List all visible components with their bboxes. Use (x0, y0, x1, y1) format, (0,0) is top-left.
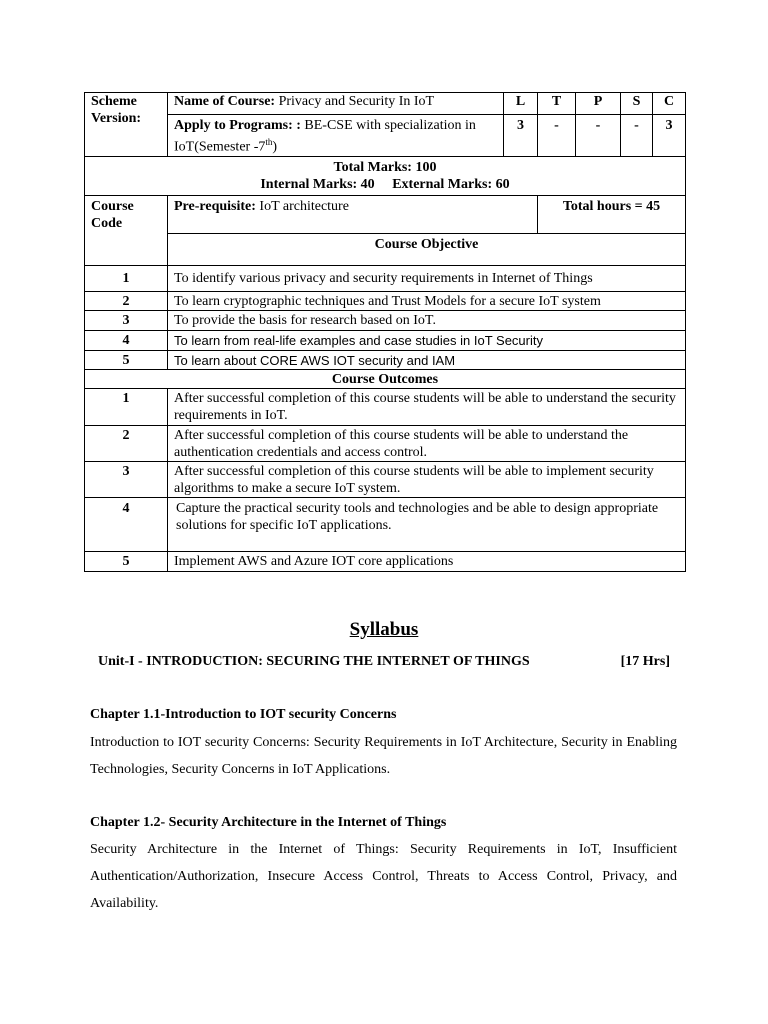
apply-programs-cell (168, 115, 504, 157)
value-t: - (538, 115, 576, 157)
objective-text: To learn from real-life examples and case studies in IoT Security (168, 331, 686, 351)
outcome-text: After successful completion of this course students will be able to understand the authentication credentials and access control. (168, 426, 686, 462)
header-t: T (538, 93, 576, 115)
apply-programs-label: Apply to Programs: : (174, 118, 301, 133)
objective-number: 2 (85, 292, 168, 311)
header-l: L (504, 93, 538, 115)
prerequisite-cell (168, 196, 538, 234)
outcome-text: Implement AWS and Azure IOT core applications (168, 552, 686, 572)
outcome-text: Capture the practical security tools and technologies and be able to design appropriate solutions for specific IoT applications. (168, 498, 686, 552)
course-name-cell (168, 93, 504, 115)
objective-number: 4 (85, 331, 168, 351)
scheme-version-label: Scheme Version: (85, 93, 168, 157)
syllabus-title: Syllabus (349, 619, 419, 640)
header-p: P (576, 93, 621, 115)
course-details-table (84, 92, 686, 572)
outcome-row (85, 462, 686, 498)
outcome-row (85, 498, 686, 552)
header-s: S (621, 93, 653, 115)
objective-text: To learn about CORE AWS IOT security and IAM (168, 351, 686, 370)
outcome-row (85, 389, 686, 426)
chapter-heading: Chapter 1.1-Introduction to IOT security Concerns (90, 707, 397, 722)
chapter-body: Introduction to IOT security Concerns: Security Requirements in IoT Architecture, Security in Enabling Technologies, Security Concerns in IoT Applications. (90, 735, 677, 777)
header-c: C (653, 93, 686, 115)
objective-row (85, 311, 686, 331)
total-hours: Total hours = 45 (538, 196, 686, 234)
objective-text: To identify various privacy and security requirements in Internet of Things (168, 266, 686, 292)
external-marks: External Marks: 60 (392, 177, 510, 192)
outcome-number: 5 (85, 552, 168, 572)
total-marks: Total Marks: 100 (333, 160, 437, 175)
outcome-number: 3 (85, 462, 168, 498)
objective-text: To provide the basis for research based on IoT. (168, 311, 686, 331)
marks-cell (85, 157, 686, 196)
outcome-number: 4 (85, 498, 168, 552)
unit-heading (98, 654, 670, 670)
unit-title: Unit-I - INTRODUCTION: SECURING THE INTERNET OF THINGS (98, 654, 530, 669)
objective-number: 3 (85, 311, 168, 331)
chapter-body: Security Architecture in the Internet of Things: Security Requirements in IoT, Insufficient Authentication/Authorization, Insecure Access Control, Threats to Access Control, Privacy, and Availability. (90, 842, 677, 911)
value-s: - (621, 115, 653, 157)
chapter-heading: Chapter 1.2- Security Architecture in the Internet of Things (90, 815, 447, 830)
course-name-value: Privacy and Security In IoT (278, 94, 435, 109)
course-outcomes-heading: Course Outcomes (85, 370, 686, 389)
prerequisite-value: IoT architecture (259, 199, 349, 214)
prerequisite-label: Pre-requisite: (174, 199, 256, 214)
outcome-number: 1 (85, 389, 168, 426)
apply-programs-value: BE-CSE with specialization in IoT(Semester -7 (174, 118, 476, 155)
course-objective-heading: Course Objective (168, 234, 686, 266)
outcome-number: 2 (85, 426, 168, 462)
objective-text: To learn cryptographic techniques and Trust Models for a secure IoT system (168, 292, 686, 311)
objective-row (85, 266, 686, 292)
outcome-row (85, 552, 686, 572)
objective-row (85, 331, 686, 351)
value-l: 3 (504, 115, 538, 157)
apply-programs-sup: th (265, 137, 273, 147)
value-c: 3 (653, 115, 686, 157)
course-code-label: Course Code (85, 196, 168, 266)
objective-row (85, 351, 686, 370)
objective-number: 1 (85, 266, 168, 292)
value-p: - (576, 115, 621, 157)
outcome-text: After successful completion of this course students will be able to implement security algorithms to make a secure IoT system. (168, 462, 686, 498)
apply-programs-close: ) (272, 139, 278, 155)
objective-row (85, 292, 686, 311)
internal-marks: Internal Marks: 40 (260, 177, 375, 192)
outcome-row (85, 426, 686, 462)
objective-number: 5 (85, 351, 168, 370)
outcome-text: After successful completion of this course students will be able to understand the security requirements in IoT. (168, 389, 686, 426)
unit-hours: [17 Hrs] (620, 654, 670, 669)
course-name-label: Name of Course: (174, 94, 276, 109)
